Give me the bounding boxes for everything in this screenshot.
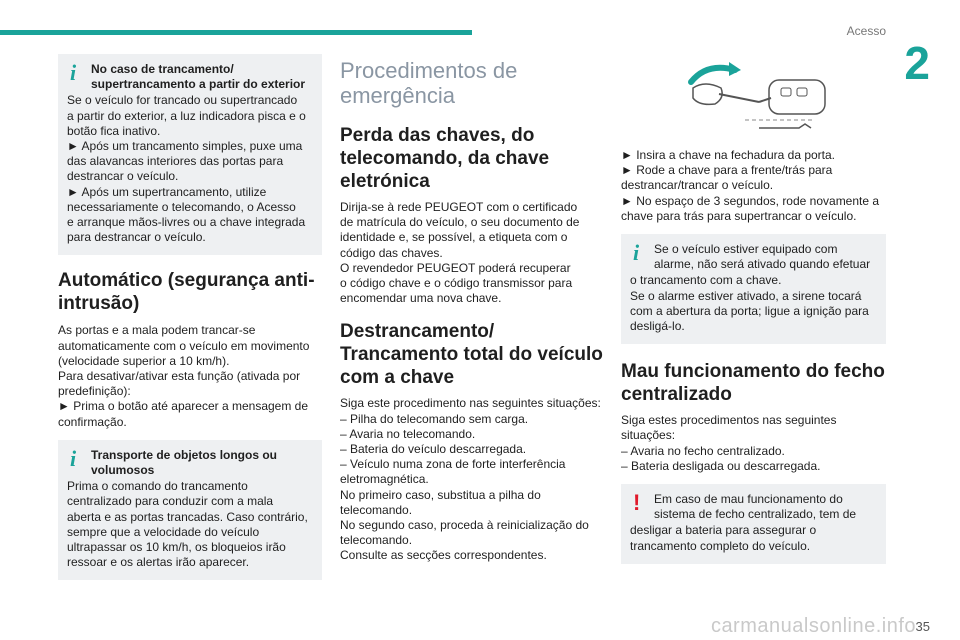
info-box-body (67, 93, 314, 245)
info-box-heading: Se o veículo estiver equipado com alarme, não será ativado quando efetuar (654, 242, 871, 272)
info-icon: i (70, 445, 77, 471)
page-number: 35 (915, 619, 930, 634)
text-line: ► Insira a chave na fechadura da porta. (621, 148, 836, 162)
text-line: O revendedor PEUGEOT poderá recuperar (340, 260, 571, 275)
text-line: – Pilha do telecomando sem carga. (340, 411, 529, 426)
info-box-long-objects (58, 440, 322, 581)
text-line: ► Rode a chave para a frente/trás para (621, 163, 833, 178)
text-line: No segundo caso, proceda à reinicialização do (340, 518, 589, 533)
text-line: predefinição): (58, 384, 131, 399)
text-line: para destrancar o veículo. (67, 230, 206, 245)
text-line: das alavancas interiores das portas para (67, 154, 284, 169)
text-line: chave para trás para supertrancar o veículo. (621, 208, 857, 223)
text-line: Prima o comando do trancamento (67, 479, 248, 494)
column-right (621, 54, 886, 564)
text-line: automaticamente com o veículo em movimento (58, 338, 310, 353)
section-heading-central-locking: Mau funcionamento do fecho centralizado (621, 361, 885, 406)
page-title: Procedimentos de emergência (340, 58, 518, 108)
chapter-number: 2 (904, 37, 930, 89)
text-line: Siga estes procedimentos nas seguintes (621, 413, 837, 428)
section-heading-lost-keys: Perda das chaves, do telecomando, da chave eletrónica (340, 125, 550, 192)
header-accent-bar (0, 30, 472, 35)
warning-icon: ! (633, 490, 641, 516)
key-steps (621, 148, 886, 224)
info-box-exterior-locking (58, 54, 322, 255)
text-line: destrancar o veículo. (67, 169, 179, 184)
info-icon: i (633, 240, 640, 266)
text-line: destrancar/trancar o veículo. (621, 178, 774, 193)
text-line: – Veículo numa zona de forte interferência (340, 457, 566, 472)
text-line: centralizado para conduzir com a mala (67, 494, 274, 509)
text-line: sempre que a velocidade do veículo (67, 524, 260, 539)
header-title: Acesso (846, 24, 886, 38)
info-box-alarm (621, 234, 886, 344)
watermark: carmanualsonline.info (710, 615, 916, 637)
text-line: As portas e a mala podem trancar-se (58, 323, 256, 338)
text-line: Para desativar/ativar esta função (ativada por (58, 369, 301, 384)
text-line: ► Após um trancamento simples, puxe uma (67, 139, 303, 154)
text-line: desligar a bateria para assegurar o (630, 523, 817, 538)
warning-box-heading: Em caso de mau funcionamento do sistema de fecho centralizado, tem de (654, 492, 857, 522)
section-heading-automatic: Automático (segurança anti-intrusão) (58, 270, 315, 315)
key-lock-illustration (621, 54, 886, 140)
text-line: a partir do exterior, a luz indicadora pisca e o (67, 108, 306, 123)
text-line: ultrapassar os 10 km/h, os bloqueios irão (67, 540, 286, 555)
text-line: Se o alarme estiver ativado, a sirene tocará (630, 288, 862, 303)
section-body-lost-keys (340, 200, 606, 306)
section-body-automatic (58, 323, 322, 429)
info-icon: i (70, 60, 77, 85)
text-line: identidade e, se possível, a etiqueta com o (340, 230, 568, 245)
text-line: – Avaria no fecho centralizado. (621, 443, 785, 458)
text-line: Consulte as secções correspondentes. (340, 548, 547, 563)
text-line: eletromagnética. (340, 472, 429, 487)
text-line: situações: (621, 428, 676, 443)
text-line: botão fica inativo. (67, 123, 161, 138)
text-line: – Bateria do veículo descarregada. (340, 442, 527, 457)
key-in-lock-illustration (685, 54, 845, 140)
text-line: o trancamento com a chave. (630, 273, 782, 288)
text-line: Dirija-se à rede PEUGEOT com o certificado (340, 200, 578, 214)
warning-box-body (630, 523, 878, 553)
info-box-body (67, 479, 314, 570)
section-heading-key-unlock: Destrancamento/ Trancamento total do veículo com a chave (340, 321, 603, 389)
text-line: ► Após um supertrancamento, utilize (67, 184, 267, 199)
text-line: No primeiro caso, substitua a pilha do (340, 487, 541, 502)
text-line: – Avaria no telecomando. (340, 426, 476, 441)
text-line: telecomando. (340, 533, 413, 548)
text-line: necessariamente o telecomando, o Acesso (67, 199, 296, 214)
warning-box-central-locking (621, 484, 886, 564)
text-line: Siga este procedimento nas seguintes situações: (340, 396, 601, 411)
info-box-heading: Transporte de objetos longos ou volumosos (91, 447, 278, 478)
column-left (58, 54, 322, 580)
text-line: telecomando. (340, 502, 413, 517)
text-line: ressoar e os alertas irão aparecer. (67, 555, 250, 570)
text-line: ► No espaço de 3 segundos, rode novamente a (621, 193, 880, 208)
text-line: encomendar uma nova chave. (340, 291, 502, 306)
section-body-key-unlock (340, 396, 606, 563)
info-box-heading: No caso de trancamento/ supertrancamento a partir do exterior (91, 62, 306, 92)
text-line: de matrícula do veículo, o seu documento de (340, 215, 580, 230)
text-line: (velocidade superior a 10 km/h). (58, 353, 230, 368)
text-line: o código chave e o código transmissor para (340, 276, 573, 291)
text-line: e arranque mãos-livres ou a chave integrada (67, 215, 306, 230)
text-line: código das chaves. (340, 245, 443, 260)
text-line: Se o veículo for trancado ou supertrancado (67, 93, 298, 108)
info-box-body (630, 273, 878, 334)
text-line: aberta e as portas trancadas. Caso contrário, (67, 509, 308, 524)
section-body-central-locking (621, 413, 886, 474)
text-line: ► Prima o botão até aparecer a mensagem de (58, 399, 309, 414)
text-line: com a abertura da porta; ligue a ignição para (630, 303, 869, 318)
text-line: desligá-lo. (630, 319, 685, 334)
text-line: confirmação. (58, 414, 127, 429)
text-line: – Bateria desligada ou descarregada. (621, 458, 821, 473)
column-middle (340, 54, 606, 564)
text-line: trancamento completo do veículo. (630, 538, 811, 553)
